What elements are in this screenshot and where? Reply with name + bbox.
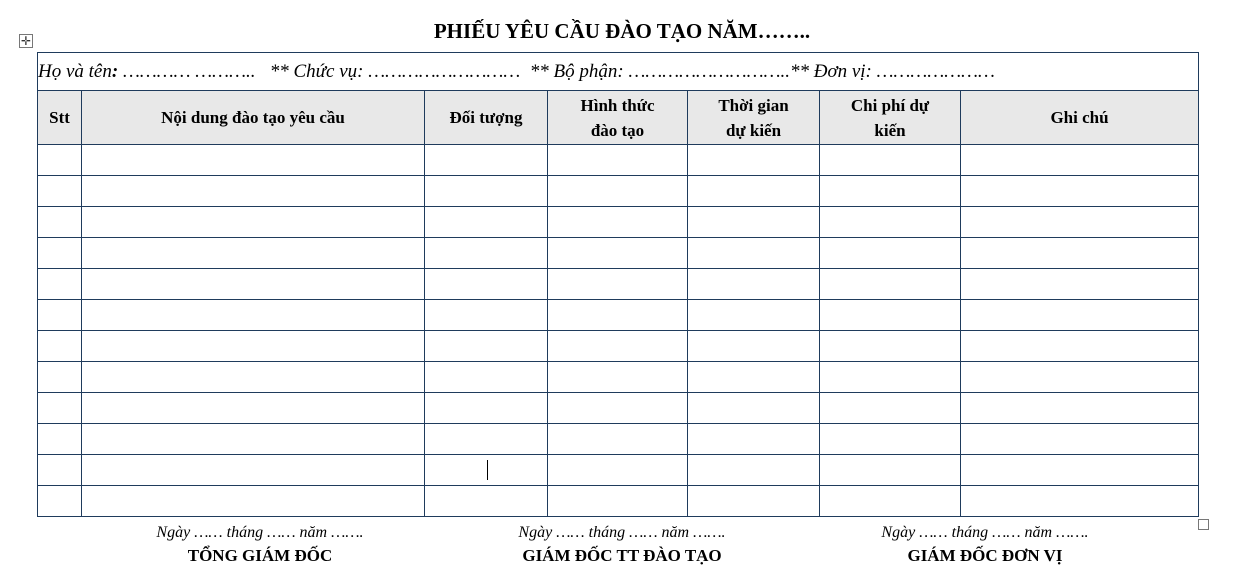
table-cell[interactable] bbox=[688, 176, 820, 207]
table-cell[interactable] bbox=[961, 176, 1199, 207]
table-row bbox=[38, 269, 1199, 300]
table-row bbox=[38, 207, 1199, 238]
table-cell[interactable] bbox=[548, 362, 688, 393]
table-cell[interactable] bbox=[38, 300, 82, 331]
name-label: Họ và tên bbox=[38, 60, 112, 82]
table-cell[interactable] bbox=[548, 269, 688, 300]
table-cell[interactable] bbox=[688, 362, 820, 393]
table-cell[interactable] bbox=[38, 269, 82, 300]
signature-date: Ngày …… tháng …… năm ……. bbox=[518, 524, 726, 541]
table-cell[interactable] bbox=[961, 362, 1199, 393]
signature-block-unit-director bbox=[795, 522, 1175, 568]
training-request-table bbox=[37, 52, 1199, 517]
table-cell[interactable] bbox=[82, 486, 425, 517]
table-cell[interactable] bbox=[961, 455, 1199, 486]
table-cell[interactable] bbox=[82, 145, 425, 176]
table-cell[interactable] bbox=[425, 455, 548, 486]
table-cell[interactable] bbox=[820, 207, 961, 238]
table-cell[interactable] bbox=[961, 424, 1199, 455]
table-cell[interactable] bbox=[82, 393, 425, 424]
position-label: ** Chức vụ: bbox=[269, 60, 364, 82]
table-cell[interactable] bbox=[820, 393, 961, 424]
col-header-cost: Chi phí dự kiến bbox=[820, 91, 961, 145]
table-cell[interactable] bbox=[425, 300, 548, 331]
table-cell[interactable] bbox=[961, 145, 1199, 176]
table-cell[interactable] bbox=[820, 331, 961, 362]
table-cell[interactable] bbox=[820, 424, 961, 455]
table-row bbox=[38, 362, 1199, 393]
table-cell[interactable] bbox=[548, 300, 688, 331]
table-cell[interactable] bbox=[425, 331, 548, 362]
table-resize-handle-icon[interactable] bbox=[1198, 519, 1209, 530]
name-fill: ………… ……….. bbox=[118, 60, 261, 82]
table-row bbox=[38, 455, 1199, 486]
table-cell[interactable] bbox=[38, 207, 82, 238]
employee-info-cell[interactable] bbox=[38, 53, 1199, 91]
table-cell[interactable] bbox=[82, 455, 425, 486]
table-cell[interactable] bbox=[425, 145, 548, 176]
position-fill: ……………………… bbox=[363, 60, 525, 82]
signature-role: GIÁM ĐỐC ĐƠN VỊ bbox=[907, 546, 1063, 565]
signature-block-training-center-director bbox=[432, 522, 812, 568]
table-cell[interactable] bbox=[82, 300, 425, 331]
table-cell[interactable] bbox=[548, 238, 688, 269]
table-cell[interactable] bbox=[548, 331, 688, 362]
table-cell[interactable] bbox=[425, 362, 548, 393]
table-cell[interactable] bbox=[688, 455, 820, 486]
signature-date: Ngày …… tháng …… năm ……. bbox=[881, 524, 1089, 541]
table-cell[interactable] bbox=[961, 331, 1199, 362]
table-row bbox=[38, 300, 1199, 331]
table-cell[interactable] bbox=[820, 238, 961, 269]
signature-block-general-director bbox=[70, 522, 450, 568]
table-cell[interactable] bbox=[688, 486, 820, 517]
table-cell[interactable] bbox=[548, 393, 688, 424]
table-cell[interactable] bbox=[688, 238, 820, 269]
table-cell[interactable] bbox=[961, 393, 1199, 424]
table-cell[interactable] bbox=[425, 269, 548, 300]
table-cell[interactable] bbox=[688, 207, 820, 238]
table-cell[interactable] bbox=[820, 300, 961, 331]
table-cell[interactable] bbox=[82, 331, 425, 362]
table-cell[interactable] bbox=[688, 145, 820, 176]
table-cell[interactable] bbox=[961, 300, 1199, 331]
table-row bbox=[38, 176, 1199, 207]
unit-fill: ………………… bbox=[871, 60, 995, 82]
table-cell[interactable] bbox=[38, 176, 82, 207]
signature-date: Ngày …… tháng …… năm ……. bbox=[156, 524, 364, 541]
table-cell[interactable] bbox=[820, 362, 961, 393]
employee-info-row bbox=[38, 53, 1199, 91]
department-fill: ……………………….. bbox=[623, 60, 790, 82]
table-cell[interactable] bbox=[38, 331, 82, 362]
table-cell[interactable] bbox=[425, 238, 548, 269]
table-cell[interactable] bbox=[688, 424, 820, 455]
table-cell[interactable] bbox=[548, 486, 688, 517]
table-cell[interactable] bbox=[82, 424, 425, 455]
document-title: PHIẾU YÊU CẦU ĐÀO TẠO NĂM…….. bbox=[433, 19, 811, 43]
table-cell[interactable] bbox=[38, 238, 82, 269]
table-cell[interactable] bbox=[961, 238, 1199, 269]
table-cell[interactable] bbox=[961, 207, 1199, 238]
table-cell[interactable] bbox=[820, 145, 961, 176]
table-cell[interactable] bbox=[688, 269, 820, 300]
table-cell[interactable] bbox=[548, 207, 688, 238]
col-header-content: Nội dung đào tạo yêu cầu bbox=[82, 91, 425, 145]
table-row bbox=[38, 424, 1199, 455]
unit-label: ** Đơn vị: bbox=[789, 60, 872, 82]
col-header-format: Hình thức đào tạo bbox=[548, 91, 688, 145]
table-cell[interactable] bbox=[82, 362, 425, 393]
table-cell[interactable] bbox=[961, 486, 1199, 517]
table-cell[interactable] bbox=[820, 269, 961, 300]
table-cell[interactable] bbox=[548, 424, 688, 455]
table-cell[interactable] bbox=[82, 207, 425, 238]
table-cell[interactable] bbox=[688, 331, 820, 362]
col-header-target: Đối tượng bbox=[425, 91, 548, 145]
table-cell[interactable] bbox=[38, 362, 82, 393]
table-cell[interactable] bbox=[38, 145, 82, 176]
table-cell[interactable] bbox=[688, 300, 820, 331]
table-cell[interactable] bbox=[548, 145, 688, 176]
table-cell[interactable] bbox=[425, 176, 548, 207]
table-cell[interactable] bbox=[82, 269, 425, 300]
col-header-time: Thời gian dự kiến bbox=[688, 91, 820, 145]
name-colon: : bbox=[111, 60, 119, 82]
table-cell[interactable] bbox=[38, 486, 82, 517]
table-cell[interactable] bbox=[820, 176, 961, 207]
table-cell[interactable] bbox=[548, 176, 688, 207]
table-cell[interactable] bbox=[820, 486, 961, 517]
table-cell[interactable] bbox=[38, 393, 82, 424]
table-cell[interactable] bbox=[425, 486, 548, 517]
table-row bbox=[38, 393, 1199, 424]
text-cursor bbox=[487, 460, 488, 480]
signature-role: TỔNG GIÁM ĐỐC bbox=[187, 546, 333, 565]
department-label: ** Bộ phận: bbox=[529, 60, 624, 82]
table-cell[interactable] bbox=[82, 176, 425, 207]
table-cell[interactable] bbox=[688, 393, 820, 424]
col-header-notes: Ghi chú bbox=[961, 91, 1199, 145]
table-row bbox=[38, 331, 1199, 362]
table-row bbox=[38, 486, 1199, 517]
table-cell[interactable] bbox=[961, 269, 1199, 300]
table-row bbox=[38, 238, 1199, 269]
table-cell[interactable] bbox=[425, 207, 548, 238]
table-cell[interactable] bbox=[38, 455, 82, 486]
table-header-row bbox=[38, 91, 1199, 145]
table-cell[interactable] bbox=[82, 238, 425, 269]
signature-role: GIÁM ĐỐC TT ĐÀO TẠO bbox=[522, 546, 722, 565]
table-cell[interactable] bbox=[425, 393, 548, 424]
table-row bbox=[38, 145, 1199, 176]
table-cell[interactable] bbox=[425, 424, 548, 455]
table-cell[interactable] bbox=[548, 455, 688, 486]
col-header-stt: Stt bbox=[38, 91, 82, 145]
table-cell[interactable] bbox=[38, 424, 82, 455]
table-move-handle-icon[interactable]: ✛ bbox=[20, 34, 32, 48]
table-cell[interactable] bbox=[820, 455, 961, 486]
